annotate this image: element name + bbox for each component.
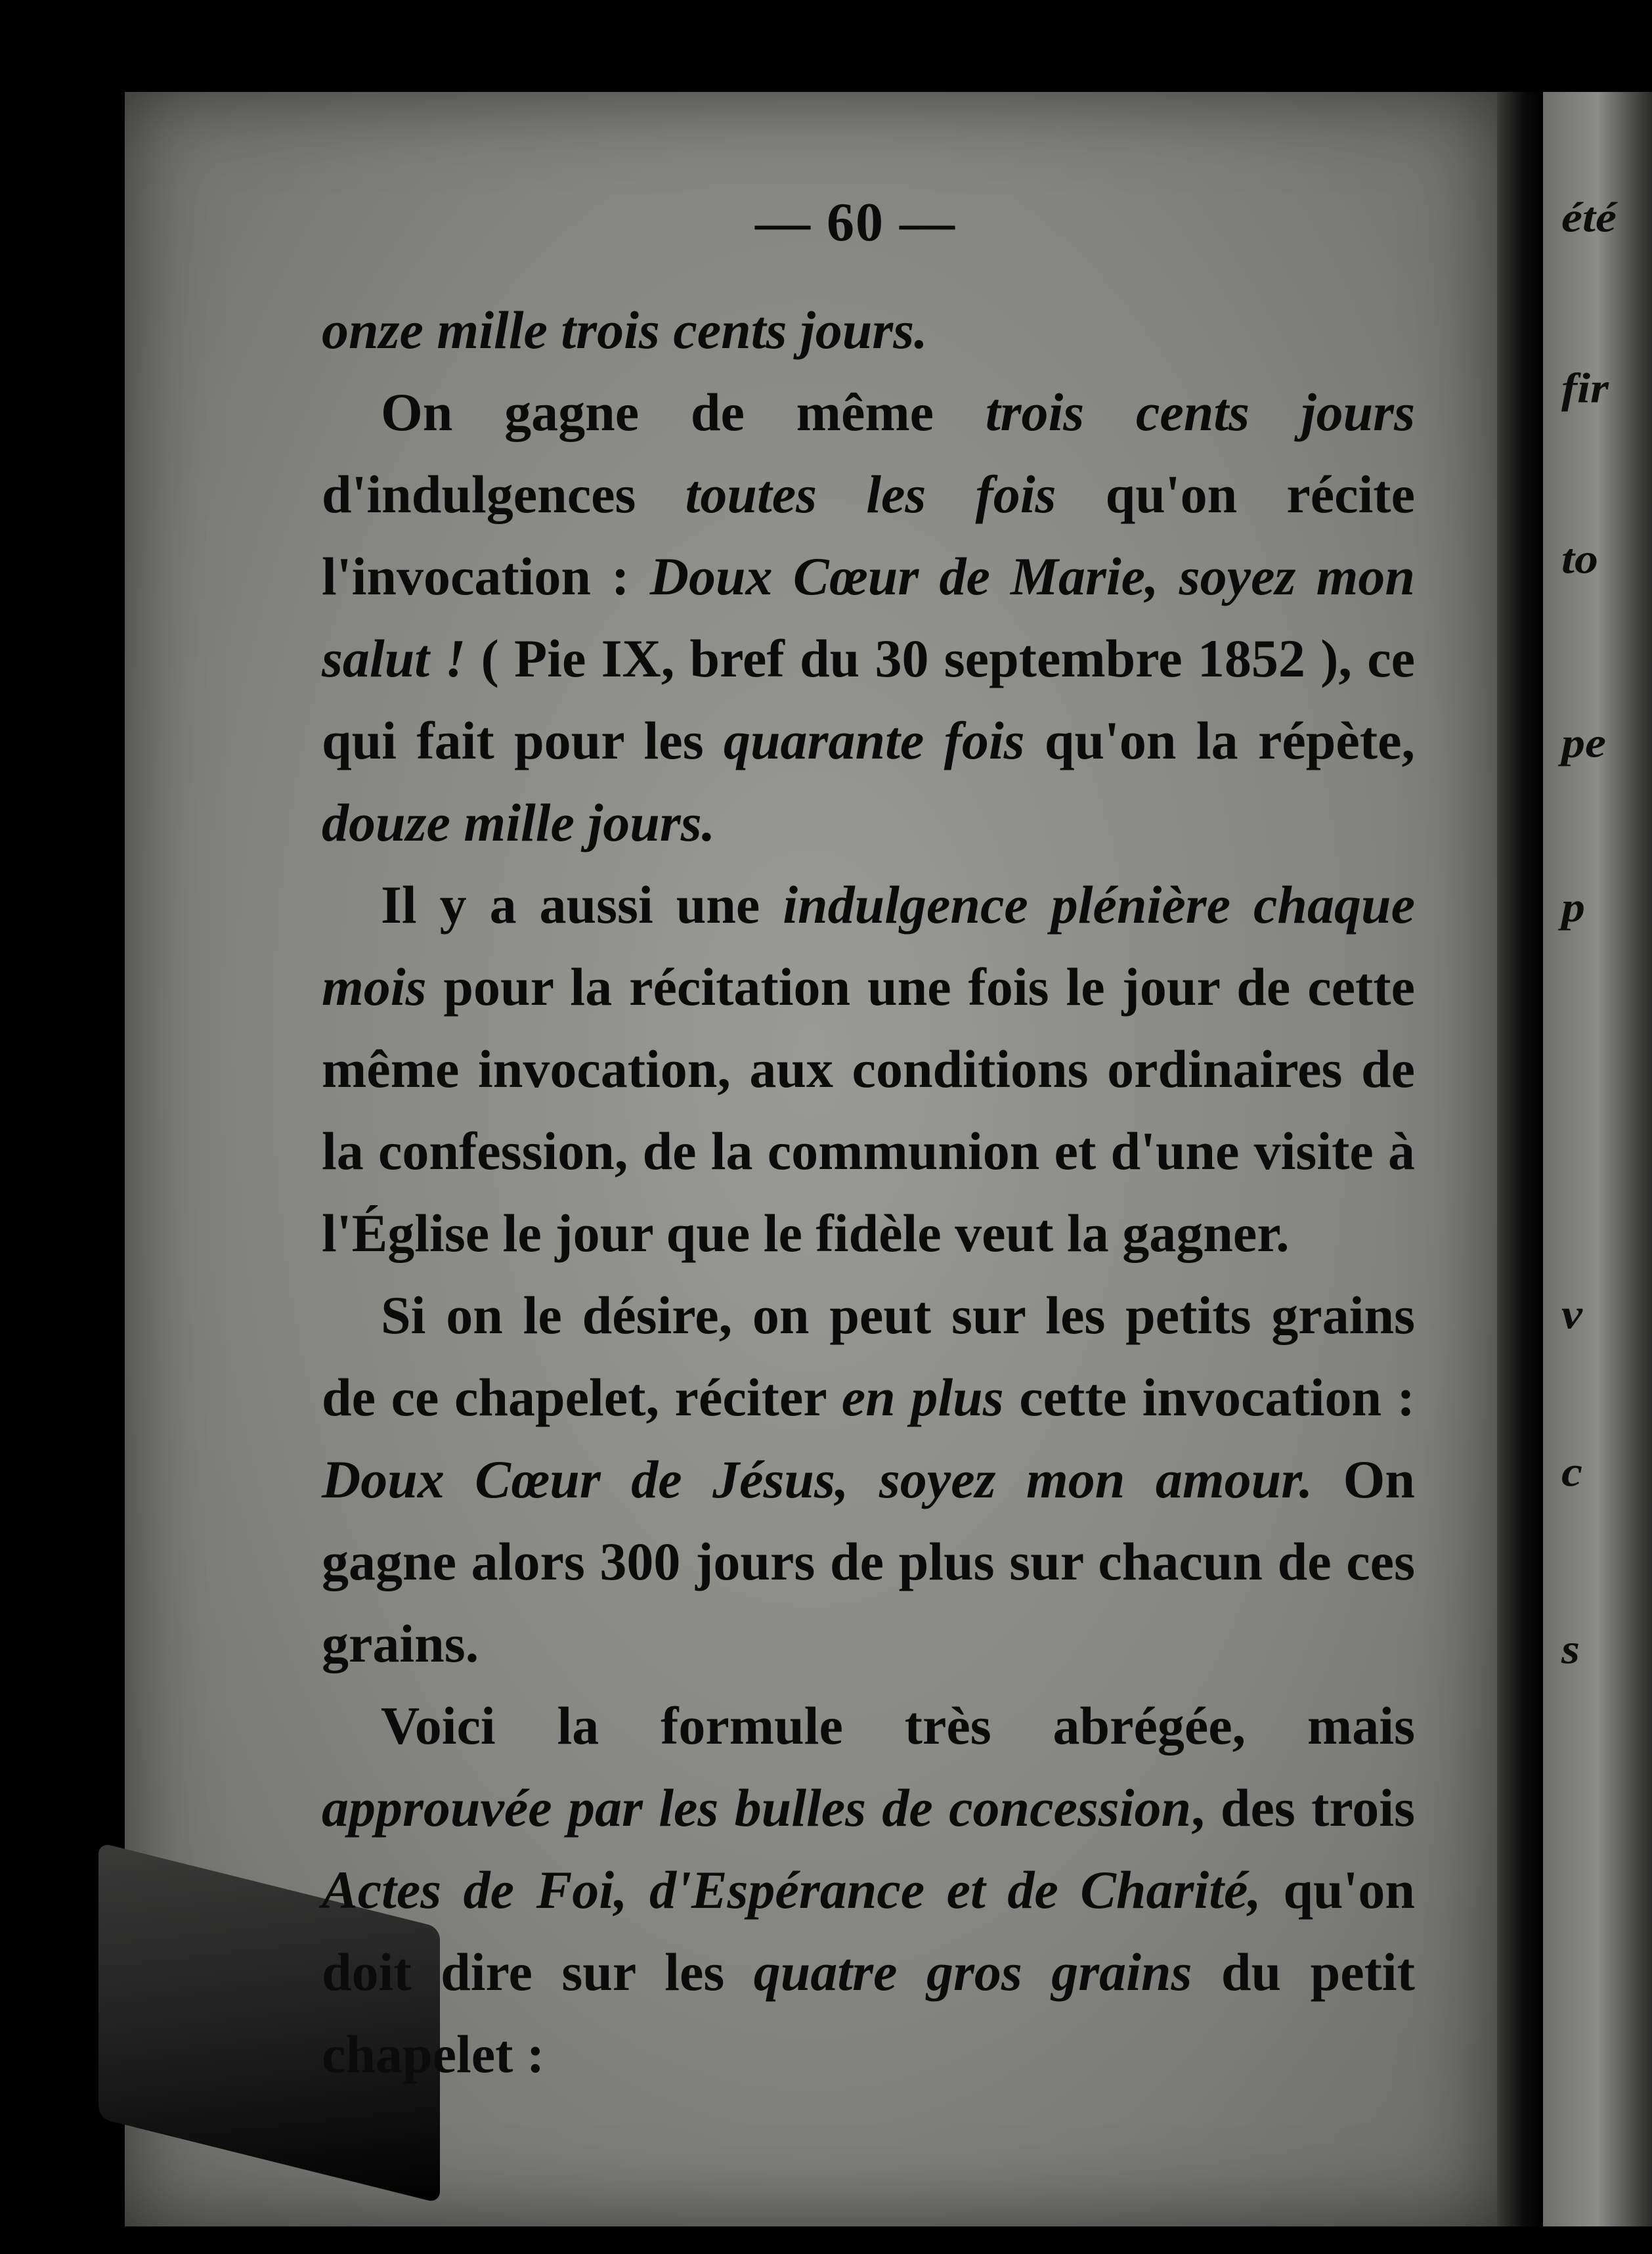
italic-text: douze mille jours.	[322, 793, 716, 852]
facing-page-fragment: to	[1561, 535, 1599, 583]
text-run: pour la récitation une fois le jour de cette même invocation, aux conditions ordinaires de la confession, de la communion et d'une visite à l'Église le jour que le fidèle veut la gagner.	[322, 957, 1415, 1263]
facing-page-edge	[1543, 92, 1652, 2226]
book-gutter	[1497, 92, 1543, 2226]
paragraph	[322, 1274, 1415, 1685]
italic-text: trois cents jours	[985, 382, 1416, 442]
paragraph	[322, 1685, 1415, 2095]
text-run: Il y a aussi une	[381, 875, 783, 935]
text-run: cette invocation :	[1003, 1367, 1415, 1427]
text-run: On gagne alors 300 jours de plus sur chacun de ces grains.	[322, 1449, 1415, 1673]
italic-text: indulgence plénière chaque mois	[322, 875, 1415, 1017]
text-run: , des trois	[1191, 1778, 1416, 1838]
text-run: d'indulgences	[322, 464, 685, 524]
page-number: — 60 —	[755, 192, 956, 253]
italic-text: approuvée par les bulles de concession	[322, 1778, 1192, 1838]
facing-page-fragment: p	[1561, 883, 1585, 931]
italic-text: quatre gros grains	[753, 1942, 1192, 2002]
text-run: qu'on doit dire sur les	[322, 1860, 1415, 2002]
facing-page-fragment: s	[1561, 1625, 1580, 1673]
text-run: qu'on la répète,	[1024, 711, 1415, 770]
text-run: Si on le désire, on peut sur les petits grains de ce chapelet, réciter	[322, 1285, 1415, 1427]
facing-page-fragment: fir	[1561, 365, 1609, 412]
italic-text: Doux Cœur de Marie, soyez mon salut !	[322, 546, 1415, 688]
facing-page-fragment: pe	[1561, 719, 1606, 767]
facing-page-fragment: c	[1561, 1448, 1582, 1496]
page-body-text	[322, 289, 1415, 2095]
italic-text: toutes les fois	[685, 464, 1056, 524]
text-run: du petit chapelet :	[322, 1942, 1415, 2084]
text-run: qu'on récite l'invocation :	[322, 464, 1415, 606]
facing-page-fragment: été	[1561, 194, 1617, 242]
italic-text: onze mille trois cents jours.	[322, 300, 928, 360]
italic-text: Doux Cœur de Jésus, soyez mon amour.	[322, 1449, 1313, 1509]
facing-page-fragment: v	[1561, 1291, 1582, 1338]
text-run: Voici la formule très abrégée, mais	[381, 1696, 1415, 1756]
paragraph	[322, 864, 1415, 1274]
text-run: ( Pie IX, bref du 30 septembre 1852 ), ce qui fait pour les	[322, 629, 1415, 770]
text-run: On gagne de même	[381, 382, 986, 442]
paragraph	[322, 289, 1415, 371]
italic-text: quarante fois	[723, 711, 1025, 770]
italic-text: Actes de Foi, d'Espérance et de Charité,	[322, 1860, 1261, 1920]
italic-text: en plus	[841, 1367, 1004, 1427]
paragraph	[322, 371, 1415, 864]
